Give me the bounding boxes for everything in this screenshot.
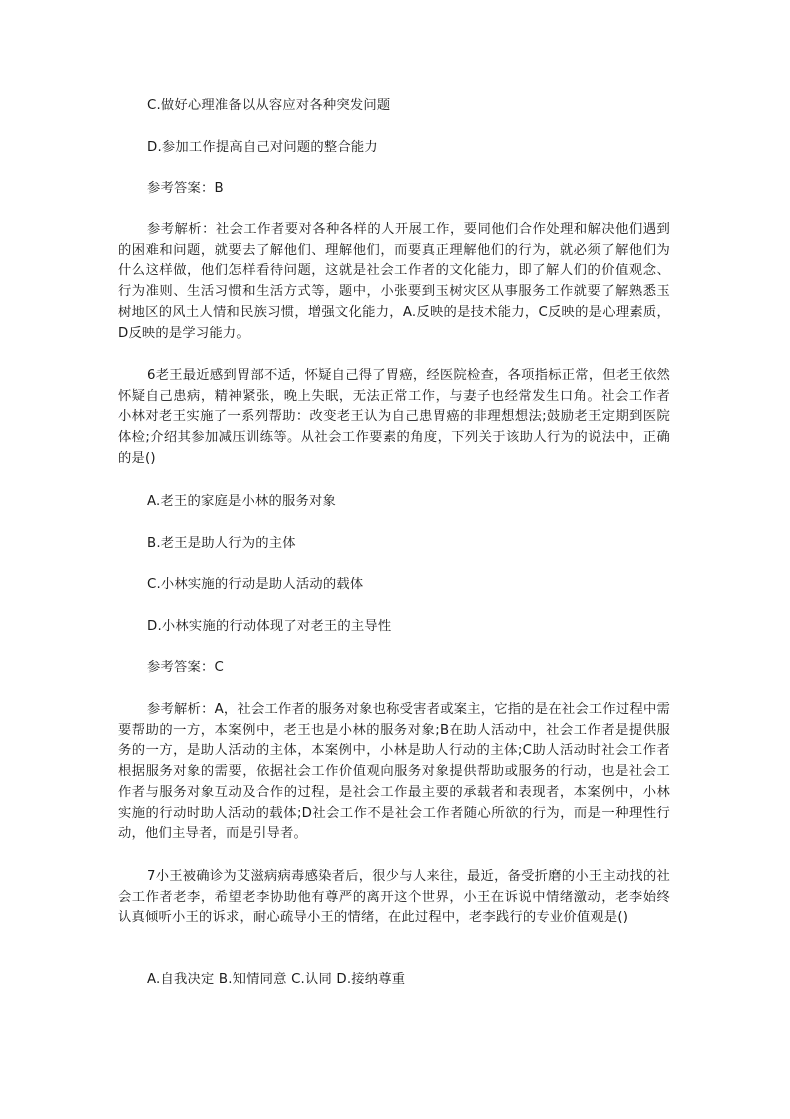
q6-option-b: B.老王是助人行为的主体 <box>147 536 296 551</box>
q5-option-d: D.参加工作提高自己对问题的整合能力 <box>147 140 378 155</box>
q6-option-c: C.小林实施的行动是助人活动的载体 <box>147 577 364 592</box>
q6-option-d: D.小林实施的行动体现了对老王的主导性 <box>147 619 392 634</box>
q5-answer: 参考答案：B <box>147 181 224 196</box>
q6-analysis: 参考解析：A，社会工作者的服务对象也称受害者或案主，它指的是在社会工作过程中需要帮助的一方，本案例中，老王也是小林的服务对象;B在助人活动中，社会工作者是提供服务的一方，是助人活动的主体，本案例中，小林是助人行动的主体;C助人活动时社会工作者根据服务对象的需要，依据社会工作价值观向服务对象提供帮助或服务的行动，也是社会工作者与服务对象互动及合作的过程，是社会工作最主要的承载者和表现者，本案例中，小林实施的行动时助人活动的载体;D社会工作不是社会工作者随心所欲的行为，而是一种理性行动，他们主导者，而是引导者。 <box>118 702 670 842</box>
q7-options: A.自我决定 B.知情同意 C.认同 D.接纳尊重 <box>147 972 406 987</box>
q6-option-a: A.老王的家庭是小林的服务对象 <box>147 494 336 509</box>
q5-option-c: C.做好心理准备以从容应对各种突发问题 <box>147 98 391 113</box>
q7-question: 7小王被确诊为艾滋病病毒感染者后，很少与人来往，最近，备受折磨的小王主动找的社会工作者老李，希望老李协助他有尊严的离开这个世界，小王在诉说中情绪激动，老李始终认真倾听小王的诉求，耐心疏导小王的情绪，在此过程中，老李践行的专业价值观是() <box>118 869 670 926</box>
q6-question: 6老王最近感到胃部不适，怀疑自己得了胃癌，经医院检查，各项指标正常，但老王依然怀疑自己患病，精神紧张，晚上失眠，无法正常工作，与妻子也经常发生口角。社会工作者小林对老王实施了一系列帮助：改变老王认为自己患胃癌的非理想想法;鼓励老王定期到医院体检;介绍其参加减压训练等。从社会工作要素的角度，下列关于该助人行为的说法中，正确的是() <box>118 368 670 466</box>
q6-answer: 参考答案：C <box>147 660 224 675</box>
q5-analysis: 参考解析：社会工作者要对各种各样的人开展工作，要同他们合作处理和解决他们遇到的困难和问题，就要去了解他们、理解他们，而要真正理解他们的行为，就必须了解他们为什么这样做，他们怎样看待问题，这就是社会工作者的文化能力，即了解人们的价值观念、行为准则、生活习惯和生活方式等，题中，小张要到玉树灾区从事服务工作就要了解熟悉玉树地区的风土人情和民族习惯，增强文化能力，A.反映的是技术能力，C反映的是心理素质，D反映的是学习能力。 <box>118 222 670 341</box>
